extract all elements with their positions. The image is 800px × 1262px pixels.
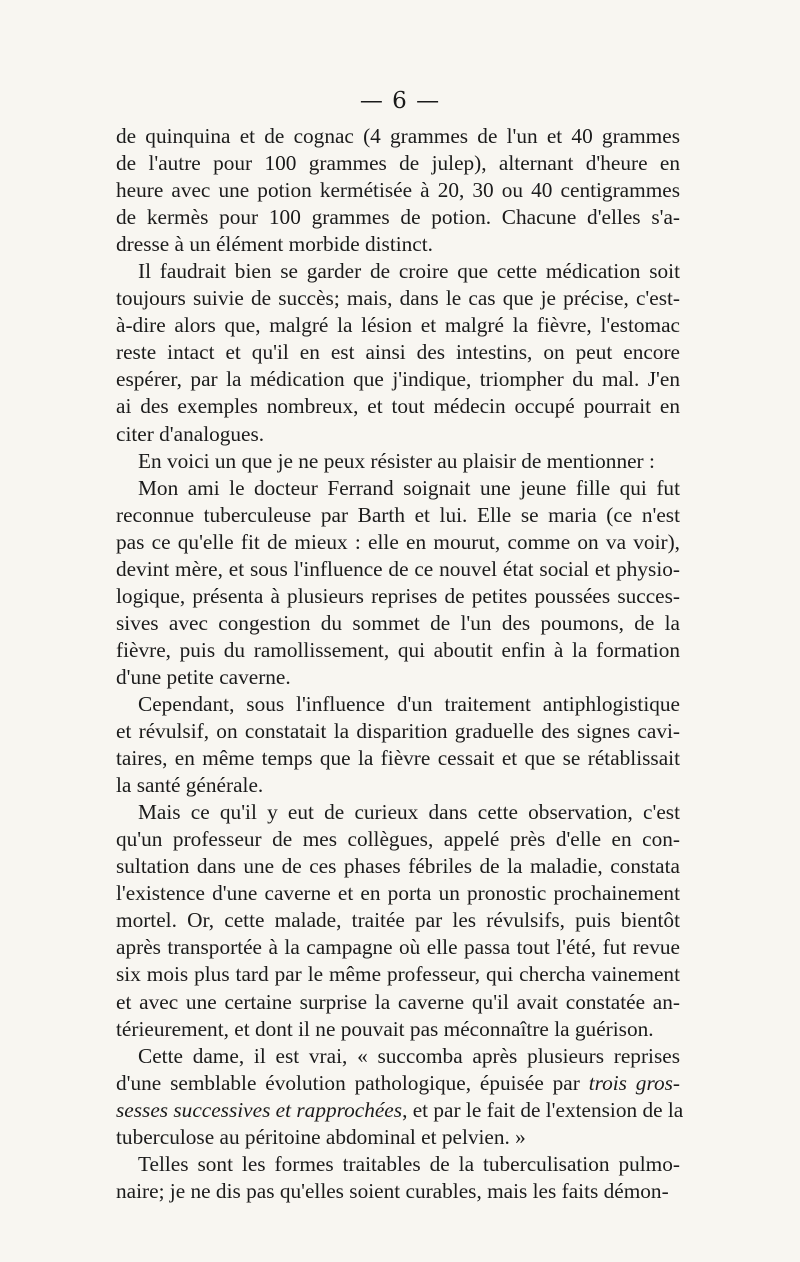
text-line: l'existence d'une caverne et en porta un pronostic prochainement [116,881,680,906]
text-line: taires, en même temps que la fièvre cessait et que se rétablissait [116,746,680,771]
text-line: naire; je ne dis pas qu'elles soient curables, mais les faits démon- [116,1178,669,1203]
paragraph [116,448,680,475]
text-line: heure avec une potion kermétisée à 20, 30 ou 40 centigrammes [116,178,680,203]
text-line: espérer, par la médication que j'indique, triompher du mal. J'en [116,367,680,392]
text-line: sesses successives et rapprochées, et par le fait de l'extension de la [116,1097,684,1122]
text-line: Cette dame, il est vrai, « succomba après plusieurs reprises [138,1043,680,1068]
text-line: Il faudrait bien se garder de croire que cette médication soit [138,259,680,284]
text-line: et avec une certaine surprise la caverne qu'il avait constatée an- [116,989,680,1014]
text-line: six mois plus tard par le même professeur, qui chercha vainement [116,962,680,987]
paragraph [116,1043,684,1151]
paragraph [116,691,680,799]
text-line: de quinquina et de cognac (4 grammes de l'un et 40 grammes [116,124,680,148]
text-line: d'une petite caverne. [116,664,291,689]
text-line: après transportée à la campagne où elle passa tout l'été, fut revue [116,935,680,960]
body-text [116,123,684,1205]
text-line: térieurement, et dont il ne pouvait pas méconnaître la guérison. [116,1016,654,1041]
paragraph [116,475,680,691]
text-line: logique, présenta à plusieurs reprises de petites poussées succes- [116,583,680,608]
text-line: Mon ami le docteur Ferrand soignait une jeune fille qui fut [138,475,680,500]
text-line: qu'un professeur de mes collègues, appelé près d'elle en con- [116,827,680,852]
text-line: de kermès pour 100 grammes de potion. Chacune d'elles s'a- [116,205,680,230]
text-line: Telles sont les formes traitables de la tuberculisation pulmo- [138,1151,680,1176]
text-line: reconnue tuberculeuse par Barth et lui. Elle se maria (ce n'est [116,502,680,527]
text-line: fièvre, puis du ramollissement, qui aboutit enfin à la formation [116,637,680,662]
text-line: tuberculose au péritoine abdominal et pelvien. » [116,1124,526,1149]
text-line: citer d'analogues. [116,421,265,446]
text-line: sultation dans une de ces phases fébriles de la maladie, constata [116,854,680,879]
text-line: Mais ce qu'il y eut de curieux dans cette observation, c'est [138,800,680,825]
text-line: En voici un que je ne peux résister au plaisir de mentionner : [138,448,655,473]
paragraph [116,258,680,447]
text-line: d'une semblable évolution pathologique, épuisée par trois gros- [116,1070,680,1095]
text-line: devint mère, et sous l'influence de ce nouvel état social et physio- [116,556,680,581]
text-line: reste intact et qu'il en est ainsi des intestins, on peut encore [116,340,680,365]
text-line: toujours suivie de succès; mais, dans le cas que je précise, c'est- [116,286,680,311]
text-line: pas ce qu'elle fit de mieux : elle en mourut, comme on va voir), [116,529,680,554]
text-line: de l'autre pour 100 grammes de julep), alternant d'heure en [116,151,680,176]
text-line: la santé générale. [116,773,264,798]
text-line: à-dire alors que, malgré la lésion et malgré la fièvre, l'estomac [116,313,680,338]
paragraph [116,799,680,1042]
page-number: — 6 — [359,88,441,114]
text-line: Cependant, sous l'influence d'un traitement antiphlogistique [138,691,680,716]
text-line: dresse à un élément morbide distinct. [116,232,433,257]
text-line: et révulsif, on constatait la disparition graduelle des signes cavi- [116,719,680,744]
paragraph [116,123,680,258]
text-line: sives avec congestion du sommet de l'un des poumons, de la [116,610,680,635]
text-line: ai des exemples nombreux, et tout médecin occupé pourrait en [116,394,680,419]
paragraph [116,1151,680,1205]
text-line: mortel. Or, cette malade, traitée par les révulsifs, puis bientôt [116,908,680,933]
